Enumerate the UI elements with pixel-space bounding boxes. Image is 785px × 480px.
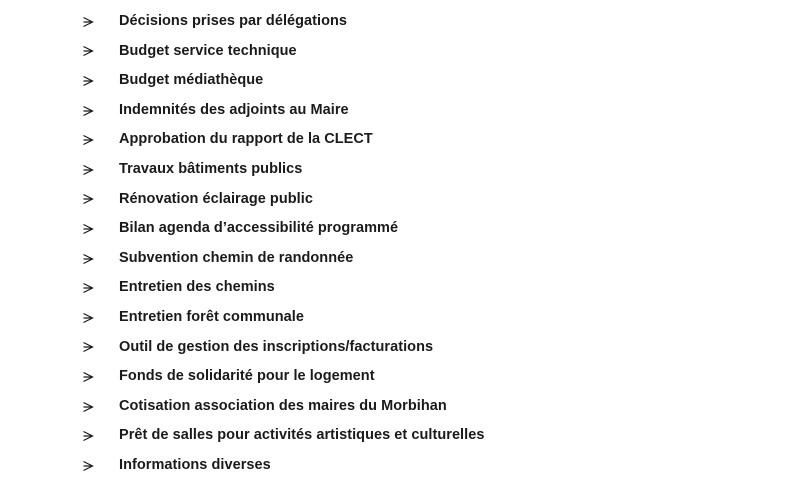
arrowhead-bullet-icon: [82, 66, 96, 96]
list-item: [0, 66, 785, 96]
arrowhead-bullet-icon: [82, 303, 96, 333]
agenda-list: [0, 7, 785, 480]
arrowhead-bullet-icon: [82, 96, 96, 126]
list-item: [0, 244, 785, 274]
agenda-item-label: Subvention chemin de randonnée: [119, 249, 354, 266]
arrowhead-bullet-icon: [82, 273, 96, 303]
list-item: [0, 214, 785, 244]
agenda-item-label: Budget médiathèque: [119, 72, 264, 89]
arrowhead-bullet-icon: [82, 37, 96, 67]
list-item: [0, 155, 785, 185]
arrowhead-bullet-icon: [82, 244, 96, 274]
agenda-item-label: Travaux bâtiments publics: [119, 160, 303, 177]
agenda-item-label: Indemnités des adjoints au Maire: [119, 101, 349, 118]
agenda-item-label: Outil de gestion des inscriptions/facturations: [119, 338, 434, 355]
arrowhead-bullet-icon: [82, 333, 96, 363]
list-item: [0, 273, 785, 303]
agenda-item-label: Décisions prises par délégations: [119, 13, 348, 29]
agenda-item-label: Budget service technique: [119, 42, 297, 59]
list-item: [0, 303, 785, 333]
list-item: [0, 96, 785, 126]
arrowhead-bullet-icon: [82, 185, 96, 215]
agenda-item-label: Bilan agenda d’accessibilité programmé: [119, 220, 399, 237]
arrowhead-bullet-icon: [82, 7, 96, 37]
arrowhead-bullet-icon: [82, 421, 96, 451]
arrowhead-bullet-icon: [82, 451, 96, 480]
list-item: [0, 7, 785, 37]
agenda-item-label: Fonds de solidarité pour le logement: [119, 368, 375, 385]
list-item: [0, 37, 785, 67]
arrowhead-bullet-icon: [82, 214, 96, 244]
list-item: [0, 421, 785, 451]
list-item: [0, 392, 785, 422]
list-item: [0, 185, 785, 215]
list-item: [0, 333, 785, 363]
agenda-item-label: Approbation du rapport de la CLECT: [119, 131, 373, 148]
agenda-item-label: Cotisation association des maires du Morbihan: [119, 397, 447, 414]
arrowhead-bullet-icon: [82, 362, 96, 392]
arrowhead-bullet-icon: [82, 155, 96, 185]
arrowhead-bullet-icon: [82, 392, 96, 422]
list-item: [0, 451, 785, 480]
agenda-item-label: Rénovation éclairage public: [119, 190, 313, 207]
agenda-item-label: Entretien forêt communale: [119, 308, 304, 325]
list-item: [0, 362, 785, 392]
list-item: [0, 125, 785, 155]
agenda-item-label: Entretien des chemins: [119, 279, 275, 296]
agenda-item-label: Prêt de salles pour activités artistiques et culturelles: [119, 427, 485, 444]
agenda-item-label: Informations diverses: [119, 456, 271, 473]
arrowhead-bullet-icon: [82, 125, 96, 155]
